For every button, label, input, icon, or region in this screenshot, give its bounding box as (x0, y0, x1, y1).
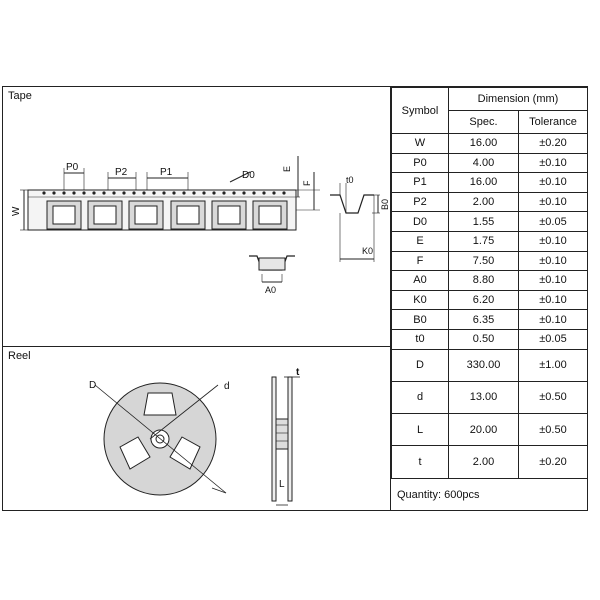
reel-l-label: L (279, 479, 285, 490)
reel-section-label: Reel (8, 350, 31, 362)
tolerance-header: Tolerance (519, 111, 588, 134)
reel-side-hub (276, 419, 288, 449)
table-row: D 330.00 ±1.00 (392, 349, 588, 381)
table-row: P0 4.00 ±0.10 (392, 153, 588, 173)
tape-section-label: Tape (8, 90, 32, 102)
reel-drawing (0, 347, 390, 511)
reel-side-flange-left (272, 377, 276, 501)
dimension-header: Dimension (mm) (449, 88, 588, 111)
table-row: P2 2.00 ±0.10 (392, 192, 588, 212)
tape-drawing (0, 86, 390, 346)
table-row: t0 0.50 ±0.05 (392, 329, 588, 349)
k0-label: K0 (362, 246, 374, 256)
table-row: t 2.00 ±0.20 (392, 446, 588, 478)
dimension-table (391, 87, 588, 479)
table-row: P1 16.00 ±0.10 (392, 173, 588, 193)
e-label: E (282, 165, 292, 172)
table-row: D0 1.55 ±0.05 (392, 212, 588, 232)
p0-label: P0 (66, 162, 79, 173)
table-row: W 16.00 ±0.20 (392, 134, 588, 154)
table-row: K0 6.20 ±0.10 (392, 290, 588, 310)
reel-small-d-label: d (224, 381, 230, 392)
table-row: L 20.00 ±0.50 (392, 414, 588, 446)
table-row: E 1.75 ±0.10 (392, 231, 588, 251)
b0-label: B0 (380, 198, 390, 210)
p2-label: P2 (115, 167, 128, 178)
reel-big-d-label: D (89, 380, 97, 391)
quantity-note: Quantity: 600pcs (397, 489, 480, 501)
reel-window-top (144, 393, 176, 415)
t0-label: t0 (346, 175, 354, 185)
symbol-header: Symbol (392, 88, 449, 134)
table-row: F 7.50 ±0.10 (392, 251, 588, 271)
table-row: B0 6.35 ±0.10 (392, 310, 588, 330)
table-row: d 13.00 ±0.50 (392, 381, 588, 413)
reel-side-flange-right (288, 377, 292, 501)
f-label: F (302, 180, 312, 186)
a0-label: A0 (265, 285, 277, 295)
w-label: W (11, 206, 22, 216)
p1-label: P1 (160, 167, 173, 178)
reel-t-label: t (296, 367, 300, 378)
d0-label: D0 (242, 170, 255, 181)
table-row: A0 8.80 ±0.10 (392, 271, 588, 291)
spec-header: Spec. (449, 111, 519, 134)
